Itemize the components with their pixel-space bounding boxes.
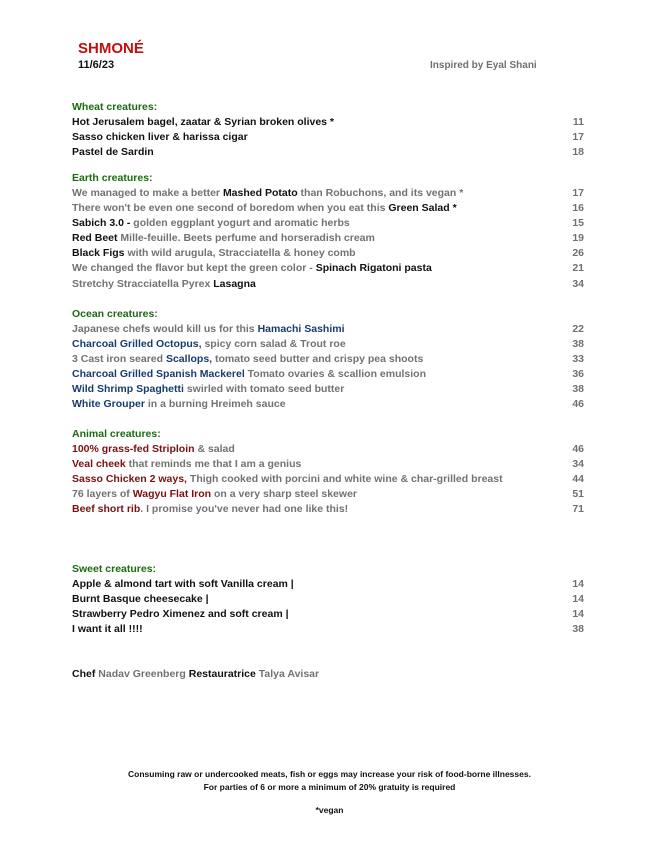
- menu-item: [72, 322, 584, 337]
- menu-item-text: Tomato ovaries & scallion emulsion: [244, 368, 427, 381]
- menu-item-text: Lasagna: [213, 277, 256, 290]
- menu-item-text: Pastel de Sardin: [72, 146, 154, 159]
- menu-item: [72, 277, 584, 292]
- menu-item: [72, 472, 584, 487]
- section-ocean: [72, 307, 584, 413]
- menu-item-text: with wild arugula, Stracciatella & honey comb: [124, 247, 356, 260]
- menu-item-text: Sasso Chicken 2 ways,: [72, 473, 187, 486]
- section-title: Sweet creatures:: [72, 563, 157, 575]
- restauratrice-label: Restauratrice: [188, 668, 256, 680]
- menu-item-text: Hamachi Sashimi: [257, 323, 345, 335]
- section-wheat: [72, 100, 584, 160]
- menu-item-text: Hot Jerusalem bagel, zaatar & Syrian broken olives *: [72, 116, 335, 128]
- menu-item: [72, 367, 584, 382]
- menu-item-text: Scallops,: [165, 353, 213, 366]
- menu-item-price: 38: [572, 338, 584, 351]
- menu-item-text: I want it all !!!!: [72, 623, 143, 636]
- menu-item-text: Apple & almond tart with soft Vanilla cream |: [72, 578, 294, 590]
- menu-item: [72, 607, 584, 622]
- menu-item-text: Sasso chicken liver & harissa cigar: [72, 131, 248, 144]
- food-safety-notice: Consuming raw or undercooked meats, fish or eggs may increase your risk of food-borne illnesses.: [128, 769, 531, 779]
- section-title: Earth creatures:: [72, 172, 153, 184]
- menu-item-text: Wagyu Flat Iron: [132, 488, 212, 501]
- menu-item-text: Mille-feuille. Beets perfume and horseradish cream: [117, 232, 375, 245]
- menu-item: [72, 577, 584, 592]
- menu-item: [72, 352, 584, 367]
- menu-item-price: 46: [572, 443, 584, 455]
- menu-item-price: 14: [572, 608, 584, 621]
- menu-item-text: White Grouper: [72, 398, 145, 411]
- menu-item-price: 38: [572, 383, 584, 396]
- menu-item: [72, 261, 584, 276]
- credits: [72, 668, 319, 680]
- menu-item: [72, 231, 584, 246]
- menu-item: [72, 201, 584, 216]
- inspired-by: Inspired by Eyal Shani: [430, 60, 537, 71]
- menu-item-text: tomato seed butter and crispy pea shoots: [212, 353, 424, 366]
- menu-item-price: 51: [572, 488, 584, 501]
- footer-notice: [0, 768, 659, 794]
- menu-item: [72, 216, 584, 231]
- menu-item-text: in a burning Hreimeh sauce: [144, 398, 286, 411]
- gratuity-notice: For parties of 6 or more a minimum of 20% gratuity is required: [203, 782, 456, 792]
- menu-item: [72, 246, 584, 261]
- menu-item-price: 26: [572, 247, 584, 260]
- menu-item-text: swirled with tomato seed butter: [183, 383, 345, 396]
- menu-item-text: Thigh cooked with porcini and white wine & char-grilled breast: [186, 473, 503, 486]
- menu-item-price: 44: [572, 473, 584, 486]
- menu-item-price: 21: [572, 262, 584, 275]
- menu-date: 11/6/23: [78, 59, 115, 71]
- menu-item: [72, 130, 584, 145]
- menu-item: [72, 382, 584, 397]
- menu-item-text: 3 Cast iron seared: [72, 353, 166, 366]
- menu-item-price: 36: [572, 368, 584, 381]
- restauratrice-name: Talya Avisar: [258, 668, 320, 680]
- menu-item-text: golden eggplant yogurt and aromatic herbs: [133, 217, 350, 230]
- menu-item-price: 17: [572, 131, 584, 144]
- menu-item-text: 100% grass-fed Striploin: [72, 443, 195, 455]
- section-title: Ocean creatures:: [72, 308, 158, 320]
- menu-item-text: on a very sharp steel skewer: [211, 488, 357, 501]
- menu-item-text: Black Figs: [72, 247, 125, 260]
- menu-item: [72, 622, 584, 637]
- menu-item-price: 34: [572, 458, 584, 471]
- menu-item-text: Strawberry Pedro Ximenez and soft cream |: [72, 608, 289, 621]
- menu-item: [72, 442, 584, 457]
- menu-item-text: Green Salad *: [388, 202, 457, 215]
- menu-item-text: Mashed Potato: [222, 187, 298, 199]
- menu-item-text: Wild Shrimp Spaghetti: [72, 383, 184, 396]
- menu-item-price: 16: [572, 202, 584, 215]
- section-title: Animal creatures:: [72, 428, 161, 440]
- menu-item: [72, 337, 584, 352]
- restaurant-name: SHMONÉ: [78, 40, 144, 57]
- menu-item: [72, 592, 584, 607]
- menu-item-price: 33: [572, 353, 584, 366]
- menu-item-text: . I promise you've never had one like this!: [140, 503, 349, 516]
- section-earth: [72, 171, 584, 292]
- menu-item-text: There won't be even one second of boredom when you eat this: [72, 202, 389, 215]
- menu-item-text: spicy corn salad & Trout roe: [201, 338, 346, 351]
- menu-item-text: Burnt Basque cheesecake |: [72, 593, 209, 606]
- menu-item-price: 18: [572, 146, 584, 159]
- menu-item-text: We managed to make a better: [72, 187, 223, 199]
- section-title: Wheat creatures:: [72, 101, 158, 113]
- chef-name: Nadav Greenberg: [98, 668, 186, 680]
- menu-item: [72, 502, 584, 517]
- menu-item-text: Japanese chefs would kill us for this: [72, 323, 258, 335]
- menu-item-price: 34: [572, 277, 584, 290]
- menu-item-price: 22: [572, 323, 584, 335]
- menu-item-price: 11: [572, 116, 584, 128]
- menu-item-price: 71: [572, 503, 584, 516]
- menu-item-text: Stretchy Stracciatella Pyrex: [72, 277, 214, 290]
- menu-item-text: Spinach Rigatoni pasta: [315, 262, 432, 275]
- menu-item-price: 14: [572, 578, 584, 590]
- section-sweet: [72, 562, 584, 637]
- menu-item-text: Sabich 3.0 -: [72, 217, 134, 230]
- menu-item-price: 14: [572, 593, 584, 606]
- menu-item-text: Beef short rib: [72, 503, 141, 516]
- menu-item-text: Red Beet: [72, 232, 118, 245]
- menu-item-price: 38: [572, 623, 584, 636]
- menu-item: [72, 145, 584, 160]
- chef-label: Chef: [72, 668, 96, 680]
- menu-item: [72, 397, 584, 412]
- menu-item-text: Charcoal Grilled Octopus,: [72, 338, 202, 351]
- menu-item: [72, 487, 584, 502]
- menu-item-text: 76 layers of: [72, 488, 133, 501]
- menu-item-text: that reminds me that I am a genius: [125, 458, 302, 471]
- menu-item-text: than Robuchons, and its vegan *: [297, 187, 464, 199]
- menu-item: [72, 115, 584, 130]
- menu-item-text: Veal cheek: [72, 458, 126, 471]
- menu-item-price: 19: [572, 232, 584, 245]
- menu-item-price: 15: [572, 217, 584, 230]
- vegan-legend: *vegan: [315, 805, 344, 815]
- menu-item-price: 17: [572, 187, 584, 199]
- section-animal: [72, 427, 584, 517]
- menu-item: [72, 186, 584, 201]
- menu-item-price: 46: [572, 398, 584, 411]
- menu-item-text: Charcoal Grilled Spanish Mackerel: [72, 368, 245, 381]
- menu-item-text: We changed the flavor but kept the green color -: [72, 262, 316, 275]
- menu-item: [72, 457, 584, 472]
- menu-item-text: & salad: [194, 443, 235, 455]
